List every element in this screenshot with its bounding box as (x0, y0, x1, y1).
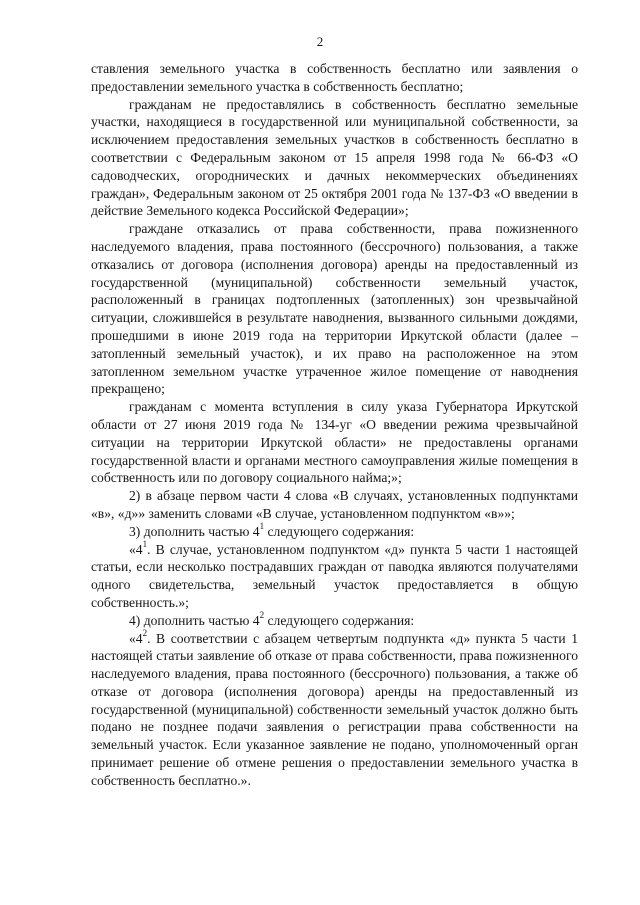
paragraph-text: 4) дополнить частью 4 (129, 612, 260, 628)
paragraph-text: . В случае, установленном подпунктом «д» пункта 5 части 1 настоящей статьи, если несколько пострадавших граждан от паводка являются получателями одного свидетельства, земельный участок предоставляется в общую собственность.»; (91, 541, 578, 610)
paragraph-text: «4 (129, 541, 143, 557)
paragraph (91, 612, 578, 630)
paragraph-text: «4 (129, 630, 143, 646)
paragraph-text: . В соответствии с абзацем четвертым подпункта «д» пункта 5 части 1 настоящей статьи заявление об отказе от права собственности, права пожизненного наследуемого владения, права постоянного (бессрочного) пользования, а также об отказе от договора (исполнения договора) аренды на предоставленный из государственной (муниципальной) собственности земельный участок должно быть подано не позднее подачи заявления о регистрации права собственности на земельный участок. Если указанное заявление не подано, уполномоченный орган принимает решение об отмене решения о предоставлении земельного участка в собственность бесплатно.». (91, 630, 578, 788)
paragraph: ставления земельного участка в собственность бесплатно или заявления о предоставлении земельного участка в собственность бесплатно; (91, 61, 578, 94)
paragraph: 2) в абзаце первом части 4 слова «В случаях, установленных подпунктами «в», «д»» заменить словами «В случае, установленном подпунктом «в»»; (91, 488, 578, 521)
paragraph: гражданам не предоставлялись в собственность бесплатно земельные участки, находящиеся в государственной или муниципальной собственности, за исключением предоставления земельных участков в собственность бесплатно в соответствии с Федеральным законом от 15 апреля 1998 года № 66-ФЗ «О садоводческих, огороднических и дачных некоммерческих объединениях граждан», Федеральным законом от 25 октября 2001 года № 137-ФЗ «О введении в действие Земельного кодекса Российской Федерации»; (91, 96, 578, 219)
paragraph (91, 538, 578, 612)
paragraph-text: следующего содержания: (264, 612, 415, 628)
page-number: 2 (316, 34, 324, 49)
superscript: 1 (259, 521, 265, 532)
paragraph (91, 523, 578, 541)
paragraph (91, 627, 578, 790)
paragraph: граждане отказались от права собственности, права пожизненного наследуемого владения, права постоянного (бессрочного) пользования, а также отказались от договора (исполнения договора) аренды на предоставленный из государственной (муниципальной) собственности земельный участок, расположенный в границах подтопленных (затопленных) зон чрезвычайной ситуации, сложившейся в результате наводнения, вызванного сильными дождями, прошедшими в июне 2019 года на территории Иркутской области (далее – затопленный земельный участок), и их право на расположенное на этом затопленном земельном участке утраченное жилое помещение от наводнения прекращено; (91, 221, 578, 397)
superscript: 1 (142, 538, 148, 549)
paragraph-text: следующего содержания: (264, 523, 415, 539)
superscript: 2 (142, 627, 148, 638)
paragraph: гражданам с момента вступления в силу указа Губернатора Иркутской области от 27 июня 2019 года № 134-уг «О введении режима чрезвычайной ситуации на территории Иркутской области» не предоставлены органами государственной власти и органами местного самоуправления жилые помещения в собственность или по договору социального найма;»; (91, 399, 578, 486)
superscript: 2 (259, 610, 265, 621)
paragraph-text: 3) дополнить частью 4 (129, 523, 260, 539)
document-body (91, 60, 578, 790)
